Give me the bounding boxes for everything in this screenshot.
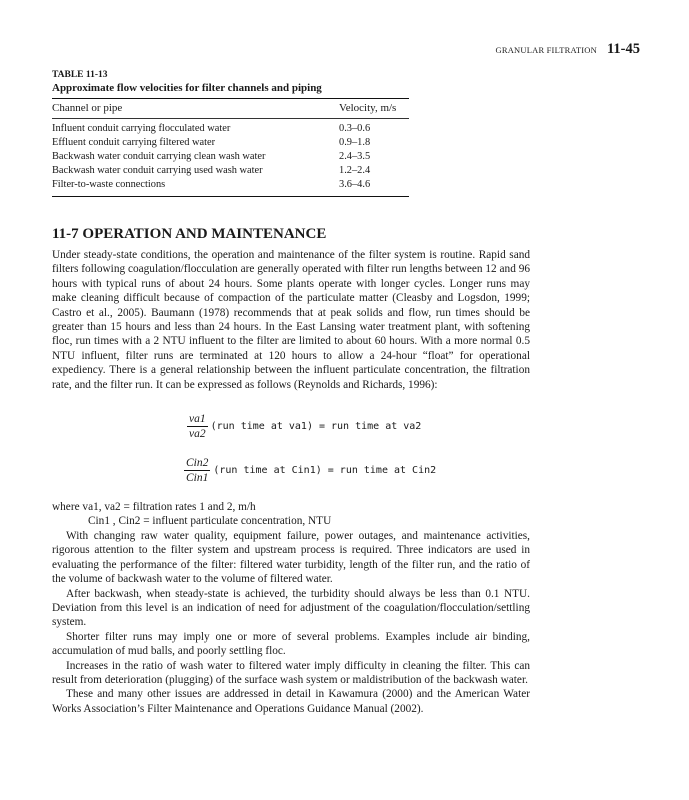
equation-1-body: (run time at va1) = run time at va2 <box>210 421 422 432</box>
table-cell: 3.6–4.6 <box>339 179 371 190</box>
running-head <box>495 41 640 58</box>
table-cell: 2.4–3.5 <box>339 151 371 162</box>
equation-2-body: (run time at Cin1) = run time at Cin2 <box>213 465 437 476</box>
paragraph-text: These and many other issues are addressed in detail in Kawamura (2000) and the American Water Works Association’s Filter Maintenance and Operations Guidance Manual (2002). <box>52 688 530 715</box>
table-bottom-rule <box>52 196 409 197</box>
section-heading: 11-7 OPERATION AND MAINTENANCE <box>52 226 327 242</box>
equation-1-fraction <box>187 413 208 440</box>
table-label: TABLE 11-13 <box>52 70 108 80</box>
body-paragraph <box>52 248 530 392</box>
running-head-section: GRANULAR FILTRATION <box>495 45 597 55</box>
table-cell: 0.9–1.8 <box>339 137 371 148</box>
table-header-cell: Velocity, m/s <box>339 102 397 114</box>
table-row <box>52 122 409 136</box>
equation-2 <box>184 457 436 484</box>
paragraph-text: After backwash, when steady-state is achieved, the turbidity should always be less than 0.1 NTU. Deviation from this level is an indication of need for adjustment of the coagulation/flocculation/settling system. <box>52 587 530 629</box>
table-cell: Filter-to-waste connections <box>52 179 166 190</box>
equation-2-fraction <box>184 457 210 484</box>
paragraph-text: With changing raw water quality, equipment failure, power outages, and maintenance activities, rigorous attention to the filter system and upstream process is required. Three indicators are used in evaluating the performance of the filter: filtered water turbidity, length of the filter run, and the ratio of the volume of backwash water to the volume of filtered water. <box>52 530 530 586</box>
table-cell: Influent conduit carrying flocculated water <box>52 123 231 134</box>
table-cell: 1.2–2.4 <box>339 165 371 176</box>
table-header-cell: Channel or pipe <box>52 102 123 114</box>
table-header <box>52 99 409 118</box>
definition-line: Cin1 , Cin2 = influent particulate concentration, NTU <box>88 515 332 528</box>
paragraph-text: Under steady-state conditions, the operation and maintenance of the filter system is routine. Rapid sand filters following coagulation/flocculation are generally operated with filter run lengths between 12 and 96 hours with typical runs of about 24 hours. Some plants operate with longer cycles. Longer runs may make cleaning difficult because of compaction of the particulate matter (Cleasby and Logsdon, 1999; Castro et al., 2005). Baumann (1978) recommends that at peak solids and flow, run times should be greater than 15 hours and less than 24 hours. In the East Lansing water treatment plant, with softening floc, run times with a 2 NTU influent to the filter are limited to about 60 hours. With a more normal 0.5 NTU influent, filter runs are terminated at 120 hours to allow a 24-hour “float” for operational expediency. There is a general relationship between the influent particulate concentration, the filtration rate, and the filter run. It can be expressed as follows (Reynolds and Richards, 1996): <box>52 249 530 391</box>
equation-1 <box>187 413 421 440</box>
table-row <box>52 178 409 192</box>
table-row <box>52 136 409 150</box>
table-row <box>52 164 409 178</box>
table-cell: Backwash water conduit carrying used wash water <box>52 165 263 176</box>
table-cell: 0.3–0.6 <box>339 123 371 134</box>
variable-definitions <box>52 500 331 529</box>
paragraph-text: Shorter filter runs may imply one or more of several problems. Examples include air binding, accumulation of mud balls, and poorly settling floc. <box>52 630 530 658</box>
velocity-table <box>52 70 409 197</box>
body-paragraphs <box>52 529 530 716</box>
table-cell: Effluent conduit carrying filtered water <box>52 137 216 148</box>
paragraph-text: Increases in the ratio of wash water to filtered water imply difficulty in cleaning the filter. This can result from deterioration (plugging) of the surface wash system or maldistribution of the backwash water. <box>52 659 530 687</box>
table-body <box>52 119 409 196</box>
definition-line: where va1, va2 = filtration rates 1 and 2, m/h <box>52 501 256 513</box>
equation-2-numerator: Cin2 <box>186 457 209 469</box>
equation-1-numerator: va1 <box>189 413 206 425</box>
table-row <box>52 150 409 164</box>
equation-1-denominator: va2 <box>189 428 206 440</box>
table-caption: Approximate flow velocities for filter channels and piping <box>52 82 322 94</box>
equation-2-denominator: Cin1 <box>186 472 209 484</box>
table-cell: Backwash water conduit carrying clean wash water <box>52 151 266 162</box>
page-number: 11-45 <box>606 41 640 57</box>
